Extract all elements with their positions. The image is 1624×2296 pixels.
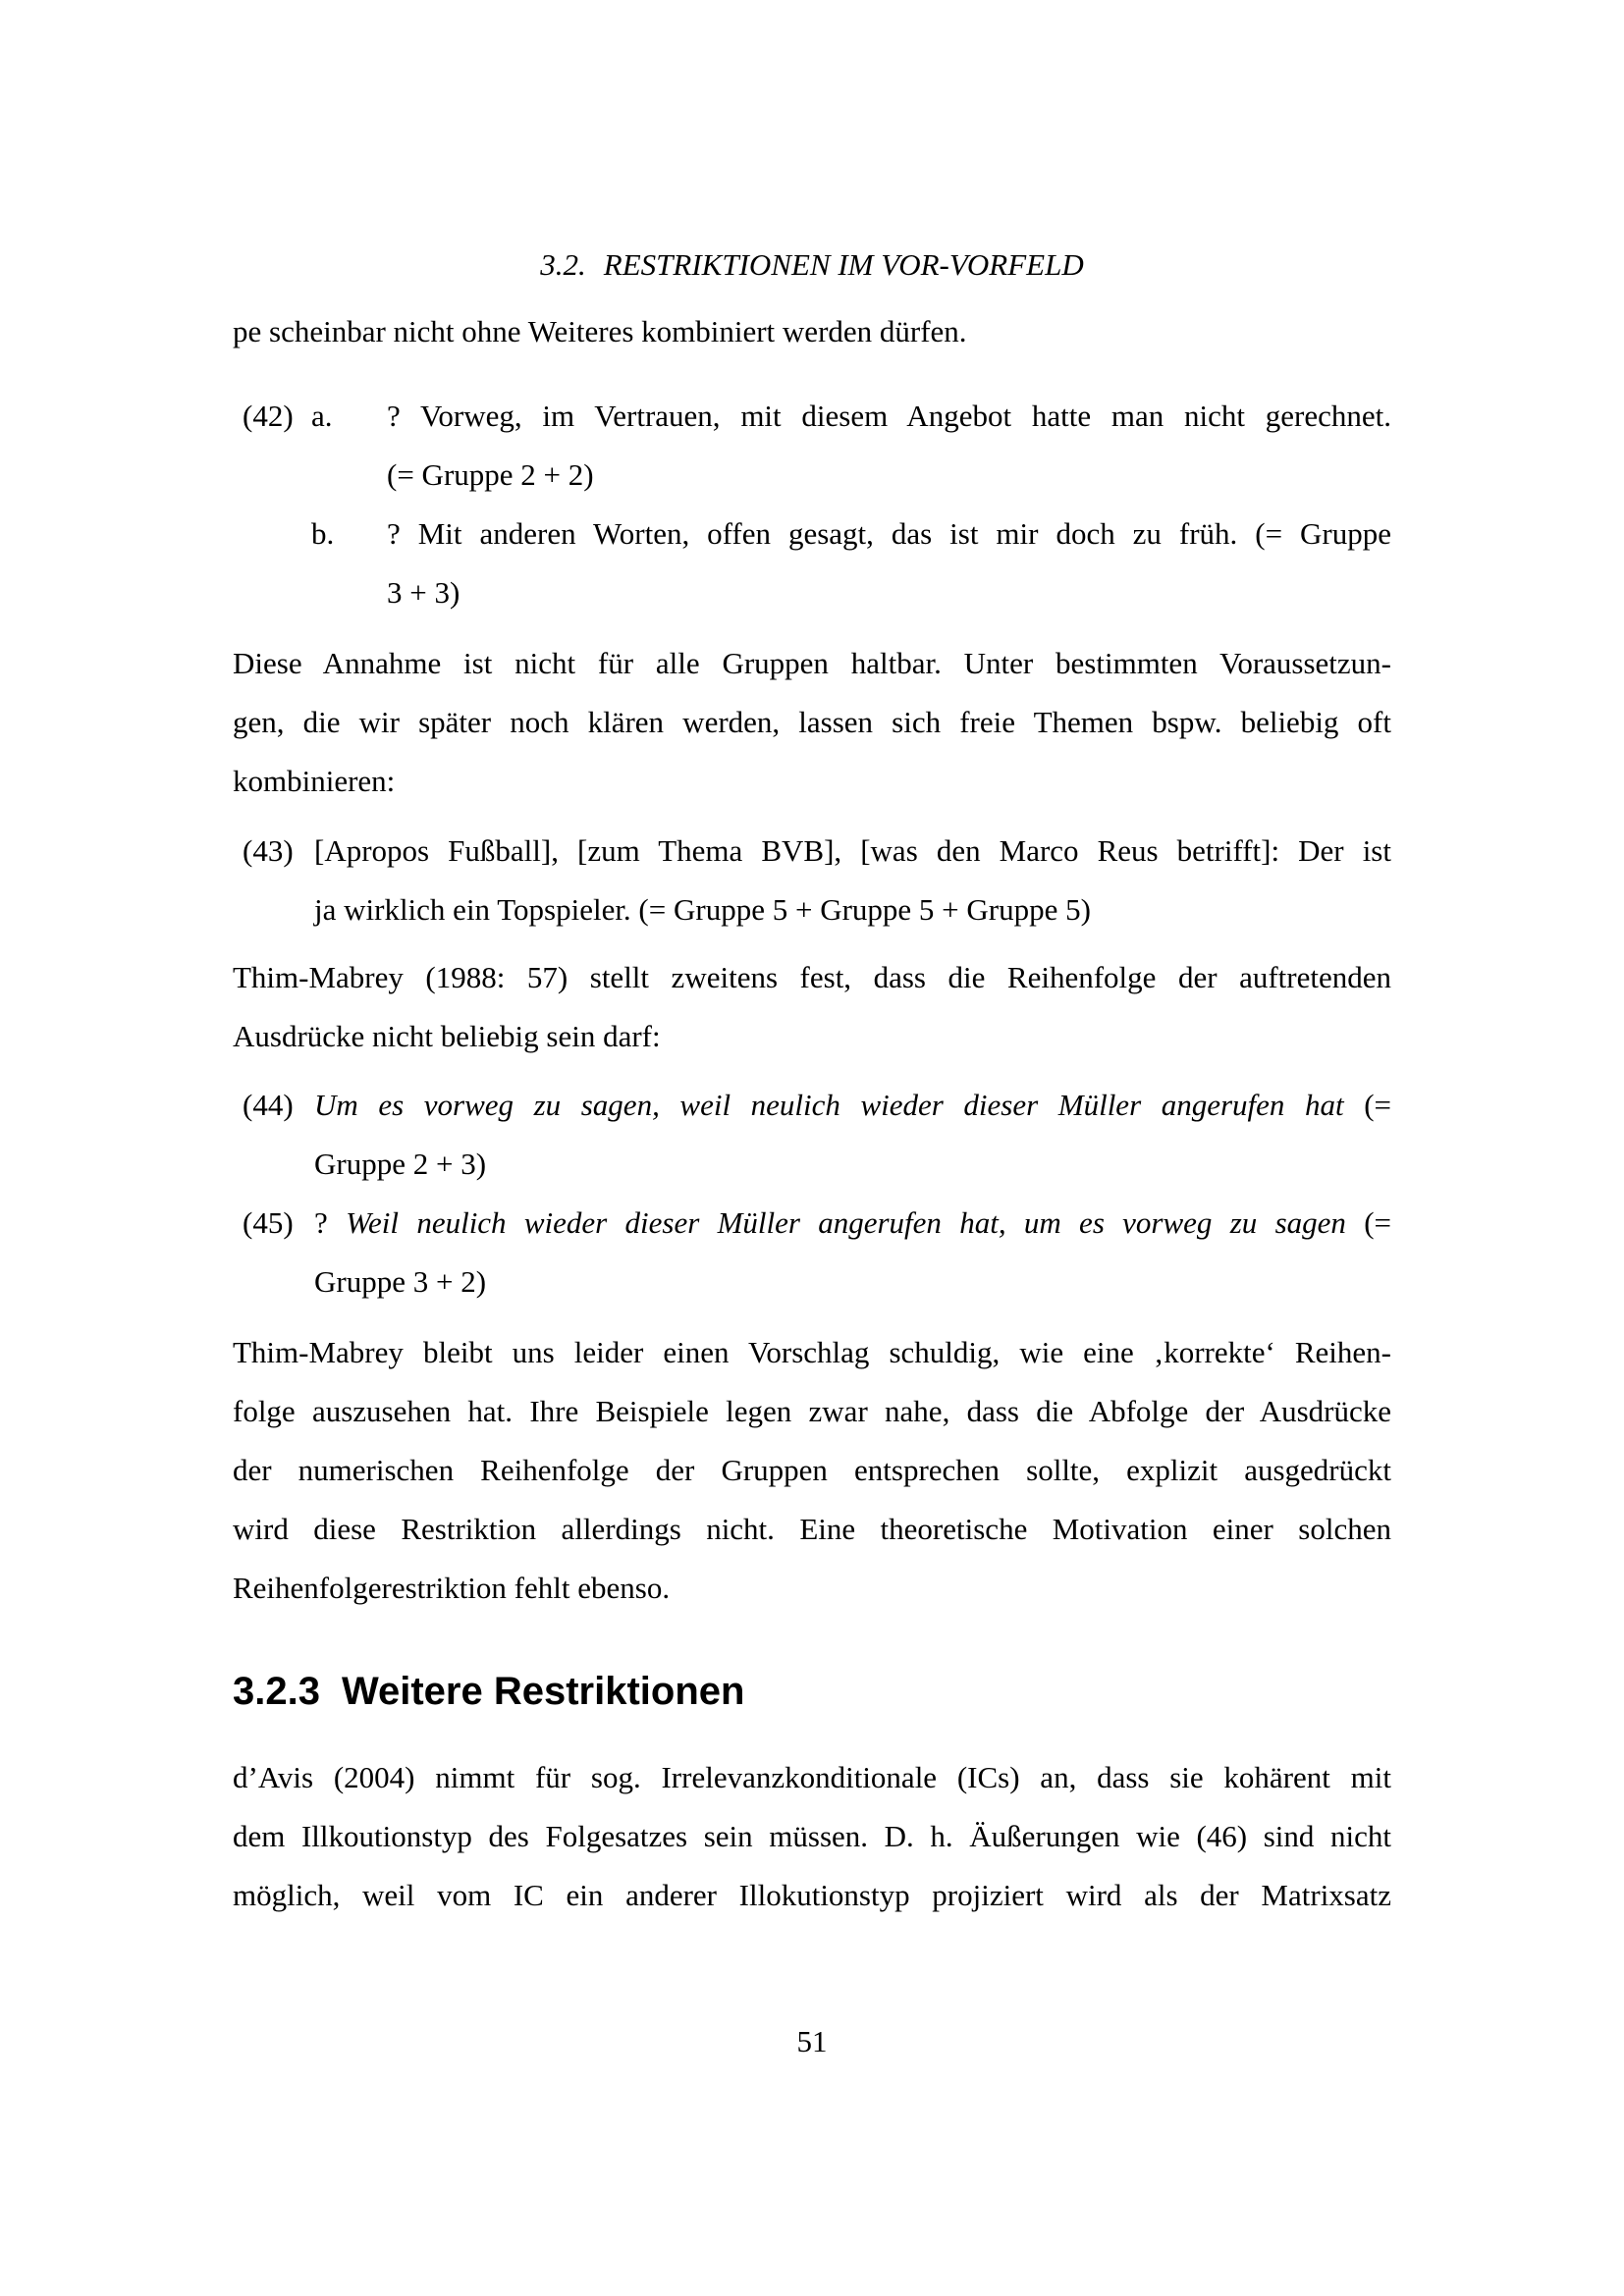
paragraph-line xyxy=(233,1441,1391,1500)
text-block xyxy=(233,236,1391,1925)
example-line xyxy=(233,881,1391,939)
text-segment: ? Vorweg, im Vertrauen, mit diesem Angebot hatte man nicht gerechnet. xyxy=(387,399,1391,433)
example-item-label: b. xyxy=(311,516,335,551)
text-segment: Gruppe 3 + 2) xyxy=(314,1264,487,1299)
page-number: 51 xyxy=(796,2024,828,2058)
text-segment: Gruppe 2 + 3) xyxy=(314,1147,487,1181)
paragraph-line xyxy=(233,693,1391,752)
italic-text-segment: Um es vorweg zu sagen, weil neulich wieder dieser Müller angerufen hat xyxy=(314,1088,1344,1122)
example-line xyxy=(233,387,1391,446)
body-text-bottom xyxy=(233,1748,1391,1925)
paragraph-line xyxy=(233,1807,1391,1866)
text-segment: Ausdrücke nicht beliebig sein darf: xyxy=(233,1019,661,1053)
italic-text-segment: Weil neulich wieder dieser Müller angerufen hat, um es vorweg zu sagen xyxy=(346,1205,1346,1240)
paragraph-line xyxy=(233,1500,1391,1559)
text-segment: Diese Annahme ist nicht für alle Gruppen haltbar. Unter bestimmten Voraussetzun- xyxy=(233,646,1391,680)
text-segment: ? Mit anderen Worten, offen gesagt, das ist mir doch zu früh. (= Gruppe xyxy=(387,516,1391,551)
text-segment: (= xyxy=(1345,1205,1392,1240)
body-text-top xyxy=(233,302,1391,1618)
paragraph-line xyxy=(233,1382,1391,1441)
section-heading xyxy=(233,1657,1391,1726)
text-segment: [Apropos Fußball], [zum Thema BVB], [was den Marco Reus betrifft]: Der ist xyxy=(314,833,1391,868)
text-segment: pe scheinbar nicht ohne Weiteres kombiniert werden dürfen. xyxy=(233,314,967,348)
text-segment: dem Illkoutionstyp des Folgesatzes sein müssen. D. h. Äußerungen wie (46) sind nicht xyxy=(233,1819,1391,1853)
example-item-label: a. xyxy=(311,399,333,433)
example-number-label: (45) xyxy=(243,1205,294,1240)
paragraph-line xyxy=(233,1559,1391,1618)
example-line xyxy=(233,822,1391,881)
running-header xyxy=(233,236,1391,294)
text-segment: Thim-Mabrey bleibt uns leider einen Vorschlag schuldig, wie eine ‚korrekte‘ Reihen- xyxy=(233,1335,1391,1369)
text-segment: Reihenfolgerestriktion fehlt ebenso. xyxy=(233,1571,671,1605)
text-segment: wird diese Restriktion allerdings nicht. Eine theoretische Motivation einer solchen xyxy=(233,1512,1391,1546)
paragraph-line xyxy=(233,634,1391,693)
example-number-label: (44) xyxy=(243,1088,294,1122)
example-line xyxy=(233,1135,1391,1194)
paragraph-line xyxy=(233,1007,1391,1066)
running-header-section-number: 3.2. xyxy=(540,247,586,282)
paragraph-line xyxy=(233,1748,1391,1807)
paragraph-line xyxy=(233,1323,1391,1382)
text-segment: (= xyxy=(1343,1088,1391,1122)
text-segment: gen, die wir später noch klären werden, lassen sich freie Themen bspw. beliebig oft xyxy=(233,705,1391,739)
text-segment: ? xyxy=(314,1205,347,1240)
text-segment: der numerischen Reihenfolge der Gruppen entsprechen sollte, explizit ausgedrückt xyxy=(233,1453,1391,1487)
example-number-label: (42) xyxy=(243,399,294,433)
example-number-label: (43) xyxy=(243,833,294,868)
example-line xyxy=(233,1253,1391,1311)
example-line xyxy=(233,1076,1391,1135)
running-header-title: RESTRIKTIONEN IM VOR-VORFELD xyxy=(603,247,1084,282)
text-segment: folge auszusehen hat. Ihre Beispiele legen zwar nahe, dass die Abfolge der Ausdrücke xyxy=(233,1394,1391,1428)
section-heading-title: Weitere Restriktionen xyxy=(341,1670,745,1713)
example-line xyxy=(233,563,1391,622)
section-heading-number: 3.2.3 xyxy=(233,1670,320,1713)
text-segment: 3 + 3) xyxy=(387,575,460,610)
example-line xyxy=(233,1194,1391,1253)
text-segment: kombinieren: xyxy=(233,764,396,798)
example-line xyxy=(233,505,1391,563)
example-line xyxy=(233,446,1391,505)
paragraph-line xyxy=(233,302,1391,361)
text-segment: möglich, weil vom IC ein anderer Illokutionstyp projiziert wird als der Matrixsatz xyxy=(233,1878,1391,1912)
paragraph-line xyxy=(233,948,1391,1007)
paragraph-line xyxy=(233,752,1391,811)
text-segment: ja wirklich ein Topspieler. (= Gruppe 5 + Gruppe 5 + Gruppe 5) xyxy=(314,892,1091,927)
text-segment: d’Avis (2004) nimmt für sog. Irrelevanzkonditionale (ICs) an, dass sie kohärent mit xyxy=(233,1760,1391,1794)
text-segment: (= Gruppe 2 + 2) xyxy=(387,457,594,492)
paragraph-line xyxy=(233,1866,1391,1925)
text-segment: Thim-Mabrey (1988: 57) stellt zweitens fest, dass die Reihenfolge der auftretenden xyxy=(233,960,1391,994)
